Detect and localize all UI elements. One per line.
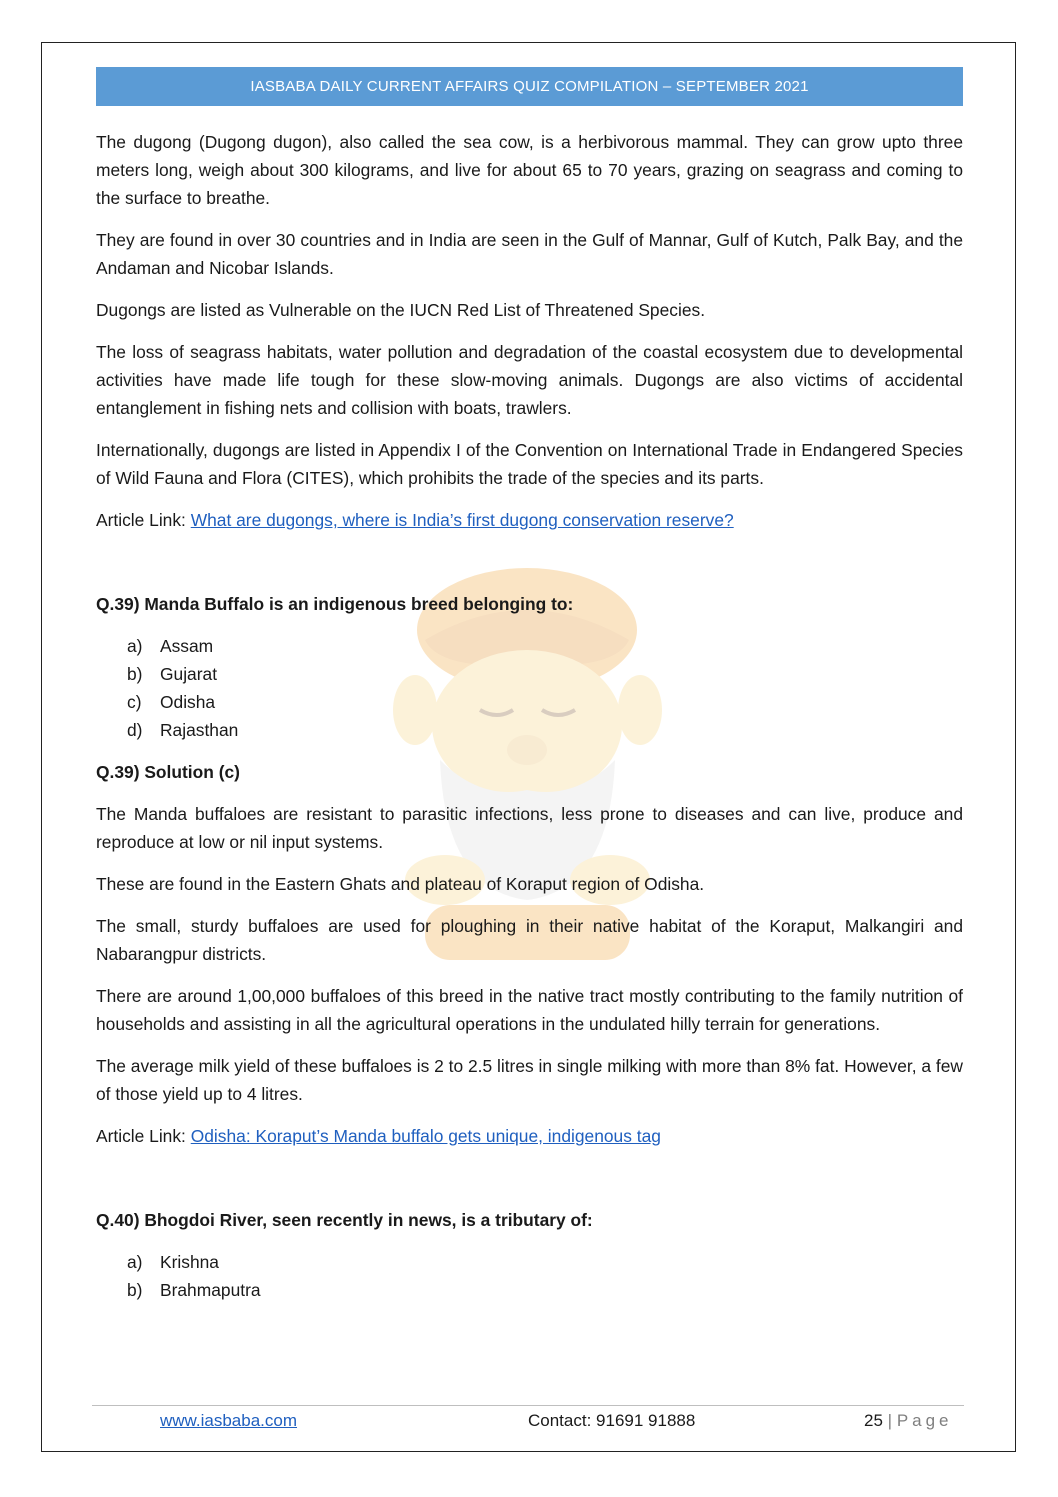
header-title: IASBABA DAILY CURRENT AFFAIRS QUIZ COMPILATION – SEPTEMBER 2021: [250, 78, 809, 95]
paragraph: They are found in over 30 countries and in India are seen in the Gulf of Mannar, Gulf of Kutch, Palk Bay, and the Andaman and Nicobar Islands.: [96, 230, 963, 278]
paragraph: These are found in the Eastern Ghats and plateau of Koraput region of Odisha.: [96, 874, 705, 894]
paragraph: The Manda buffaloes are resistant to parasitic infections, less prone to diseases and can live, produce and reproduce at low or nil input systems.: [96, 804, 963, 852]
option-label: b): [127, 1280, 143, 1300]
option-text: Krishna: [160, 1252, 219, 1272]
option-label: d): [127, 720, 143, 740]
option-label: a): [127, 1252, 143, 1272]
page-content: [96, 128, 963, 1318]
option-item: [127, 1276, 963, 1304]
option-item: [127, 716, 963, 744]
article-link-prefix: Article Link:: [96, 510, 191, 530]
option-item: [127, 632, 963, 660]
page-word: Page: [896, 1411, 953, 1430]
article-link-line: [96, 506, 963, 534]
contact-number: Contact: 91691 91888: [528, 1411, 696, 1430]
option-text: Gujarat: [160, 664, 218, 684]
paragraph: Internationally, dugongs are listed in Appendix I of the Convention on International Trade in Endangered Species of Wild Fauna and Flora (CITES), which prohibits the trade of the species and its parts.: [96, 440, 963, 488]
paragraph: The average milk yield of these buffaloes is 2 to 2.5 litres in single milking with more than 8% fat. However, a few of those yield up to 4 litres.: [96, 1056, 963, 1104]
article-link-line: [96, 1122, 963, 1150]
page-number: 25: [864, 1411, 883, 1430]
question-heading: Q.40) Bhogdoi River, seen recently in news, is a tributary of:: [96, 1210, 593, 1230]
paragraph: The loss of seagrass habitats, water pollution and degradation of the coastal ecosystem due to developmental activities have made life tough for these slow-moving animals. Dugongs are also victims of accidental entanglement in fishing nets and collision with boats, trawlers.: [96, 342, 963, 418]
page-header: [96, 67, 963, 106]
paragraph: There are around 1,00,000 buffaloes of this breed in the native tract mostly contributing to the family nutrition of households and assisting in all the agricultural operations in the undulated hilly terrain for generations.: [96, 986, 963, 1034]
option-list: [96, 1248, 963, 1304]
paragraph: The small, sturdy buffaloes are used for ploughing in their native habitat of the Koraput, Malkangiri and Nabarangpur districts.: [96, 916, 963, 964]
paragraph: Dugongs are listed as Vulnerable on the IUCN Red List of Threatened Species.: [96, 300, 706, 320]
option-label: b): [127, 664, 143, 684]
option-text: Rajasthan: [160, 720, 239, 740]
website-link[interactable]: www.iasbaba.com: [160, 1411, 298, 1430]
page-footer: [0, 1411, 1058, 1435]
article-link-prefix: Article Link:: [96, 1126, 191, 1146]
option-label: a): [127, 636, 143, 656]
article-link[interactable]: What are dugongs, where is India’s first dugong conservation reserve?: [190, 510, 734, 530]
page-indicator: [864, 1411, 953, 1431]
spacer: [96, 1164, 963, 1206]
footer-divider: [92, 1405, 964, 1406]
article-link[interactable]: Odisha: Koraput’s Manda buffalo gets unique, indigenous tag: [190, 1126, 661, 1146]
solution-heading: Q.39) Solution (c): [96, 762, 240, 782]
option-label: c): [127, 692, 142, 712]
spacer: [96, 548, 963, 590]
page-separator: |: [887, 1411, 893, 1430]
question-heading: Q.39) Manda Buffalo is an indigenous breed belonging to:: [96, 594, 574, 614]
paragraph: The dugong (Dugong dugon), also called the sea cow, is a herbivorous mammal. They can grow upto three meters long, weigh about 300 kilograms, and live for about 65 to 70 years, grazing on seagrass and coming to the surface to breathe.: [96, 132, 963, 208]
option-item: [127, 688, 963, 716]
option-item: [127, 660, 963, 688]
option-text: Assam: [160, 636, 214, 656]
option-list: [96, 632, 963, 744]
option-item: [127, 1248, 963, 1276]
option-text: Brahmaputra: [160, 1280, 261, 1300]
option-text: Odisha: [160, 692, 216, 712]
